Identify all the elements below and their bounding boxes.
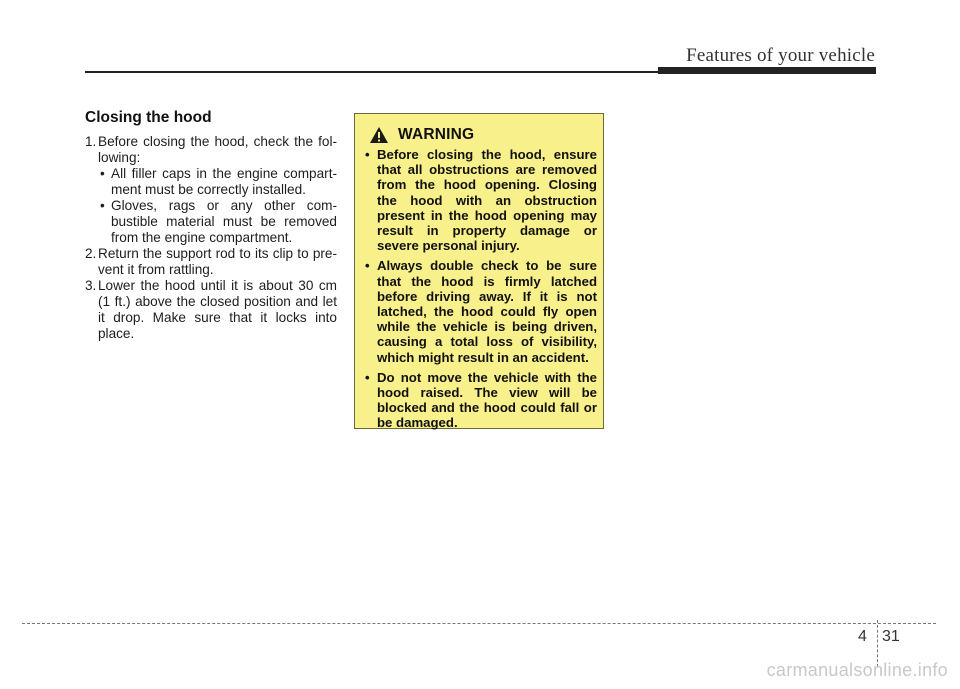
chapter-number: 4 — [858, 628, 867, 645]
bullet-icon: • — [100, 198, 105, 213]
warning-item — [365, 147, 597, 253]
watermark: carmanualsonline.info — [766, 660, 948, 680]
header-rule — [85, 71, 660, 73]
sub-list-item — [98, 166, 337, 198]
warning-item — [365, 258, 597, 364]
header-rule-accent — [658, 67, 876, 74]
section-header-title: Features of your vehicle — [686, 45, 875, 66]
footer-rule — [22, 623, 936, 624]
instructions-column — [85, 110, 337, 342]
step-item — [85, 278, 337, 342]
step-text: Lower the hood until it is about 30 cm (1 ft.) above the closed position and let it drop. Make sure that it locks into place. — [98, 278, 337, 341]
warning-triangle-icon — [369, 126, 389, 144]
warning-header — [369, 126, 597, 144]
sub-item-text: All filler caps in the engine compart-ment must be correctly installed. — [111, 166, 337, 197]
warning-title: WARNING — [398, 126, 475, 143]
sub-item-text: Gloves, rags or any other com-bustible material must be removed from the engine compartment. — [111, 198, 337, 245]
step-sub-list — [98, 166, 337, 246]
warning-item — [365, 370, 597, 431]
warning-item-text: Do not move the vehicle with the hood raised. The view will be blocked and the hood could fall or be damaged. — [377, 369, 597, 431]
step-item — [85, 246, 337, 278]
bullet-icon: • — [365, 258, 370, 274]
bullet-icon: • — [365, 369, 370, 385]
warning-list — [365, 147, 597, 431]
page-number: 31 — [882, 628, 900, 645]
step-number: 3. — [85, 278, 97, 293]
step-number: 1. — [85, 134, 97, 149]
step-item — [85, 134, 337, 246]
section-heading: Closing the hood — [85, 109, 212, 126]
bullet-icon: • — [365, 147, 370, 162]
warning-item-text: Always double check to be sure that the hood is firmly latched before driving away. If it is not latched, the hood could fly open while the vehicle is being driven, causing a total loss of visibility, which might result in an accident. — [377, 258, 597, 365]
steps-list — [85, 134, 337, 342]
bullet-icon: • — [100, 166, 105, 181]
step-number: 2. — [85, 246, 97, 261]
step-text: Return the support rod to its clip to pre-vent it from rattling. — [98, 246, 337, 277]
sub-list-item — [98, 198, 337, 246]
step-text: Before closing the hood, check the fol-lowing: — [98, 134, 337, 165]
warning-item-text: Before closing the hood, ensure that all obstructions are removed from the hood opening. Closing the hood with an obstruction present in the hood opening may result in property damage or severe personal injury. — [377, 147, 597, 254]
warning-box — [354, 113, 604, 429]
